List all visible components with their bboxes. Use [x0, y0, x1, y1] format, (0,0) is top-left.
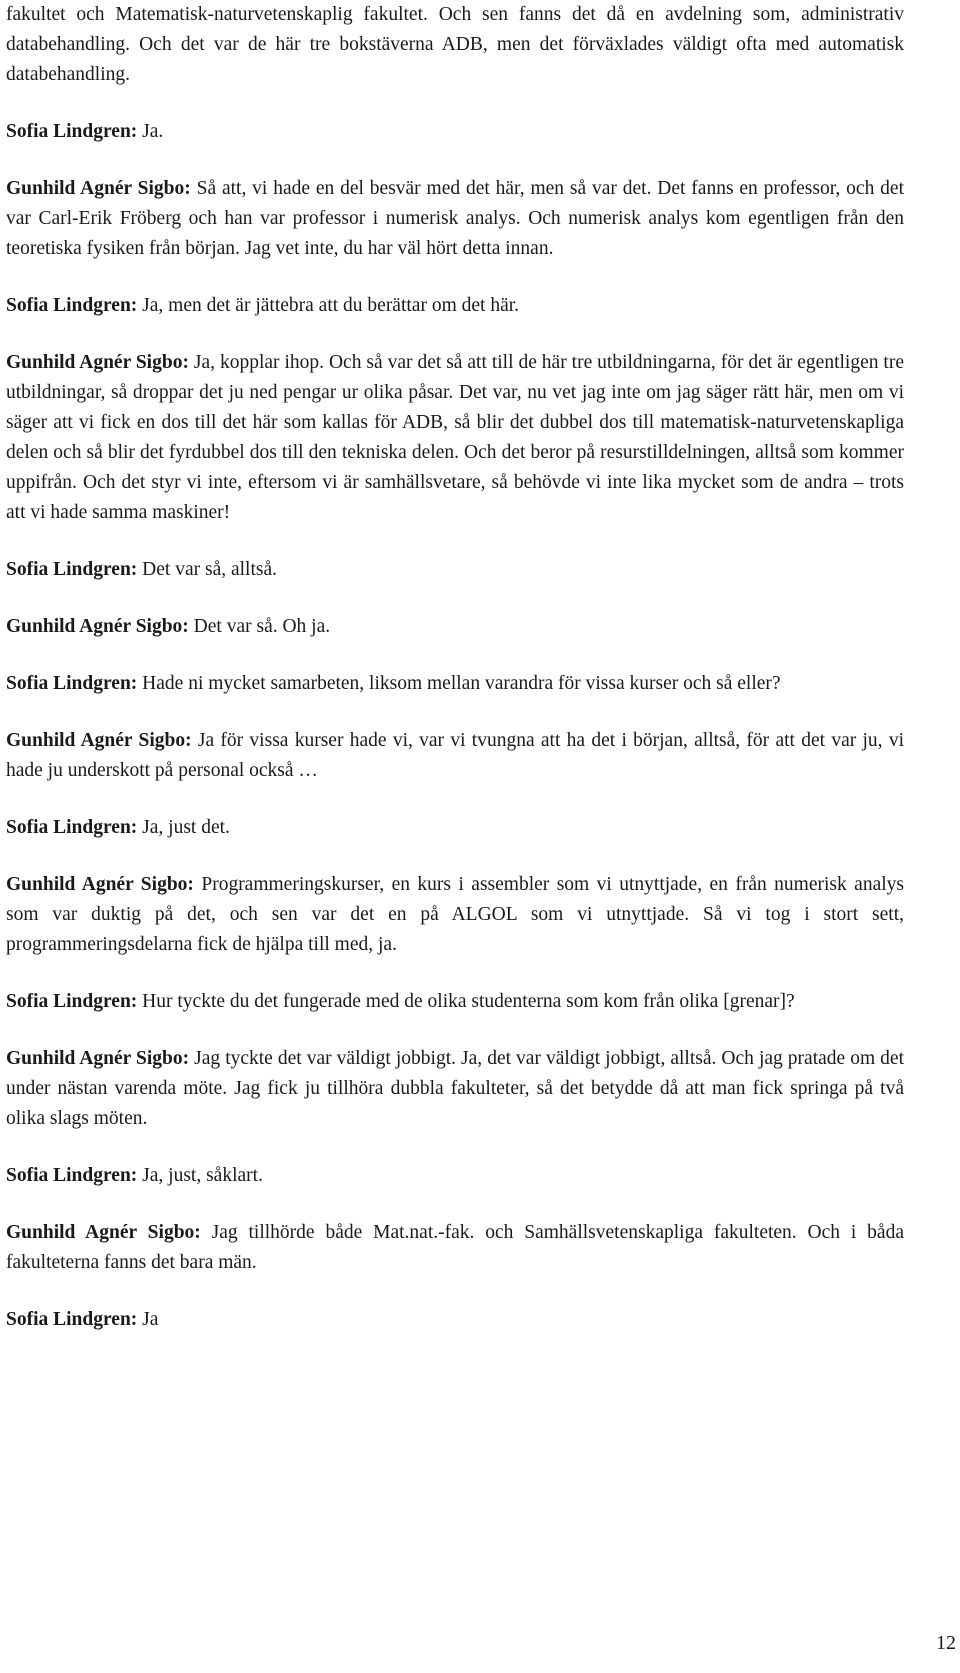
speaker-name: Gunhild Agnér Sigbo: — [6, 352, 189, 373]
turn-text: Ja för vissa kurser hade vi, var vi tvungna att ha det i början, alltså, för att det var ju, vi hade ju underskott på personal också … — [6, 730, 904, 781]
speaker-name: Sofia Lindgren: — [6, 121, 138, 142]
transcript-page — [6, 0, 904, 1362]
turn-5 — [6, 555, 904, 585]
turn-9 — [6, 813, 904, 843]
intro-paragraph: fakultet och Matematisk-naturvetenskaplig fakultet. Och sen fanns det då en avdelning som, administrativ databehandling. Och det var de här tre bokstäverna ADB, men det förväxlades väldigt ofta med automatisk databehandling. — [6, 4, 904, 85]
speaker-name: Gunhild Agnér Sigbo: — [6, 1048, 190, 1069]
speaker-name: Sofia Lindgren: — [6, 991, 138, 1012]
turn-3 — [6, 291, 904, 321]
turn-14 — [6, 1218, 904, 1278]
turn-text: Jag tyckte det var väldigt jobbigt. Ja, det var väldigt jobbigt, alltså. Och jag pratade om det under nästan varenda möte. Jag fick ju tillhöra dubbla fakulteter, så det betydde då att man fick springa på två olika slags möten. — [6, 1048, 904, 1129]
speaker-name: Gunhild Agnér Sigbo: — [6, 178, 191, 199]
speaker-name: Sofia Lindgren: — [6, 673, 138, 694]
turn-13 — [6, 1161, 904, 1191]
page-number: 12 — [936, 1632, 956, 1654]
turn-12 — [6, 1044, 904, 1134]
turn-1 — [6, 117, 904, 147]
turn-text: Ja, just det. — [137, 817, 230, 838]
turn-text: Det var så. Oh ja. — [188, 616, 331, 637]
turn-text: Hade ni mycket samarbeten, liksom mellan varandra för vissa kurser och så eller? — [137, 673, 781, 694]
turn-text: Det var så, alltså. — [137, 559, 277, 580]
turn-text: Ja, men det är jättebra att du berättar om det här. — [137, 295, 520, 316]
turn-10 — [6, 870, 904, 960]
speaker-name: Sofia Lindgren: — [6, 1309, 138, 1330]
speaker-name: Sofia Lindgren: — [6, 817, 138, 838]
turn-text: Ja — [137, 1309, 159, 1330]
turn-2 — [6, 174, 904, 264]
turn-text: Jag tillhörde både Mat.nat.-fak. och Samhällsvetenskapliga fakulteten. Och i båda fakulteterna fanns det bara män. — [6, 1222, 904, 1273]
turn-text: Så att, vi hade en del besvär med det här, men så var det. Det fanns en professor, och det var Carl-Erik Fröberg och han var professor i numerisk analys. Och numerisk analys kom egentligen från den teoretiska fysiken från början. Jag vet inte, du har väl hört detta innan. — [6, 178, 904, 259]
speaker-name: Gunhild Agnér Sigbo: — [6, 616, 189, 637]
turn-text: Hur tyckte du det fungerade med de olika studenterna som kom från olika [grenar]? — [137, 991, 795, 1012]
turn-text: Programmeringskurser, en kurs i assembler som vi utnyttjade, en från numerisk analys som var duktig på det, och sen var det en på ALGOL som vi utnyttjade. Så vi tog i stort sett, programmeringsdelarna fick de hjälpa till med, ja. — [6, 874, 905, 955]
turn-15 — [6, 1305, 904, 1335]
speaker-name: Sofia Lindgren: — [6, 559, 138, 580]
speaker-name: Sofia Lindgren: — [6, 1165, 138, 1186]
speaker-name: Sofia Lindgren: — [6, 295, 138, 316]
speaker-name: Gunhild Agnér Sigbo: — [6, 1222, 201, 1243]
turn-4 — [6, 348, 904, 528]
speaker-name: Gunhild Agnér Sigbo: — [6, 730, 192, 751]
turn-6 — [6, 612, 904, 642]
turn-7 — [6, 669, 904, 699]
turn-11 — [6, 987, 904, 1017]
turn-text: Ja. — [137, 121, 164, 142]
turn-text: Ja, kopplar ihop. Och så var det så att till de här tre utbildningarna, för det är egentligen tre utbildningar, så droppar det ju ned pengar ur olika påsar. Det var, nu vet jag inte om jag säger rätt här, men om vi säger att vi fick en dos till det här som kallas för ADB, så blir det dubbel dos till matematisk-naturvetenskapliga delen och så blir det fyrdubbel dos till den tekniska delen. Och det beror på resurstilldelningen, alltså som kommer uppifrån. Och det styr vi inte, eftersom vi är samhällsvetare, så behövde vi inte lika mycket som de andra – trots att vi hade samma maskiner! — [6, 352, 904, 523]
turn-text: Ja, just, såklart. — [137, 1165, 263, 1186]
speaker-name: Gunhild Agnér Sigbo: — [6, 874, 194, 895]
turn-8 — [6, 726, 904, 786]
